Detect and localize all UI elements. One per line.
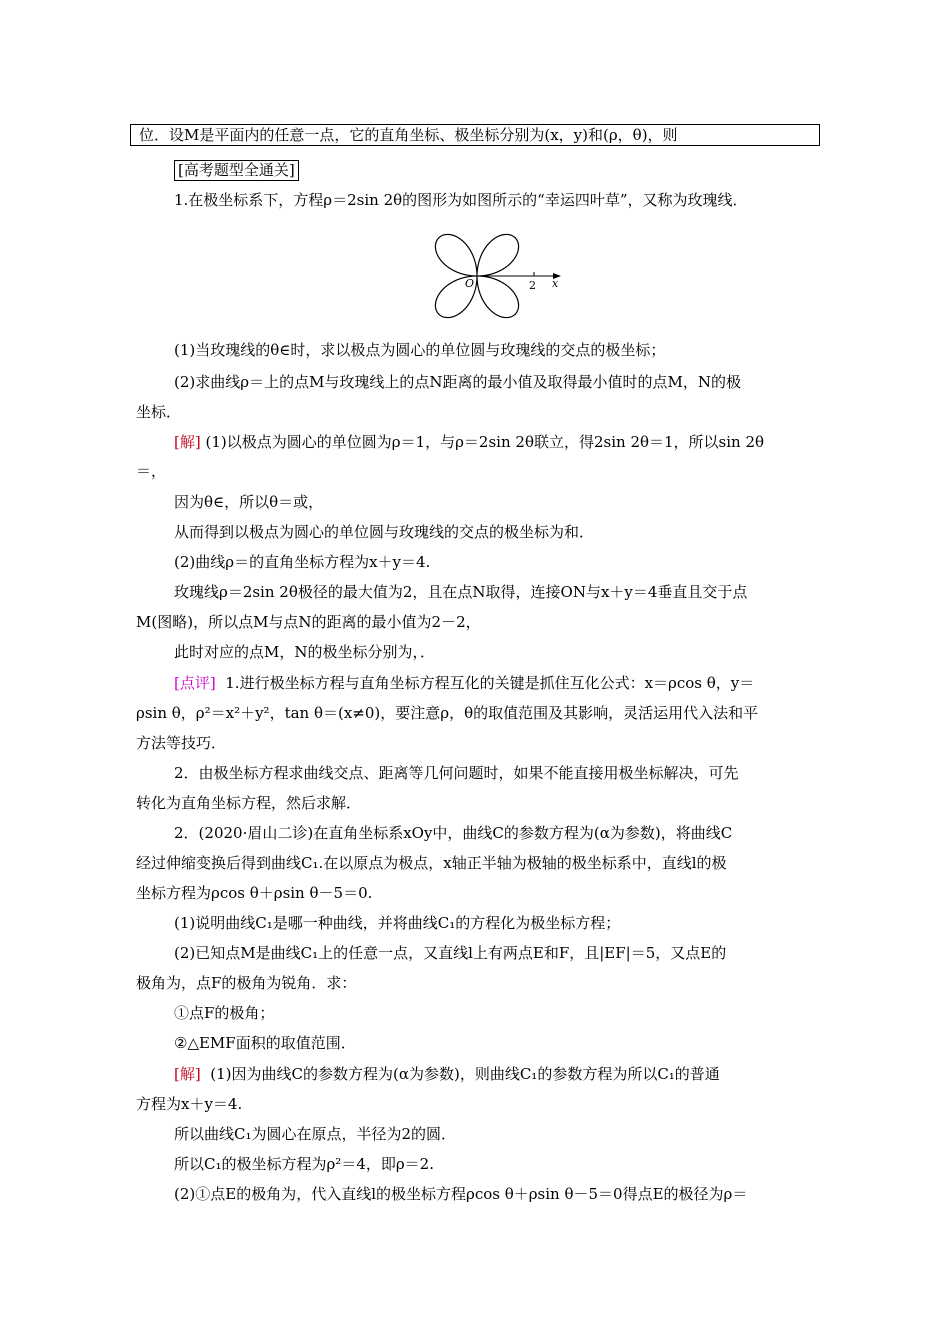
- rose-curve-figure: [425, 225, 570, 350]
- tick-label: 2: [529, 279, 536, 292]
- q2-line8: ②△EMF面积的取值范围．: [174, 1034, 356, 1052]
- solution1-text1: (1)以极点为圆心的单位圆为ρ＝1，与ρ＝2sin 2θ联立，得2sin 2θ＝1，所以sin 2θ: [205, 433, 765, 451]
- comment-line5: 转化为直角坐标方程，然后求解．: [136, 794, 362, 812]
- comment-line2: ρsin θ，ρ²＝x²＋y²，tan θ＝(x≠0)，要注意ρ，θ的取值范围及其影响，灵活运用代入法和平: [136, 704, 759, 722]
- solution1-line4: 从而得到以极点为圆心的单位圆与玫瑰线的交点的极坐标为和．: [174, 523, 595, 541]
- origin-label: O: [465, 277, 475, 290]
- continued-text-box: [130, 124, 820, 146]
- solution1-line8: 此时对应的点M，N的极坐标分别为，．: [174, 643, 435, 661]
- q2-line1: 2．(2020·眉山二诊)在直角坐标系xOy中，曲线C的参数方程为(α为参数)，将曲线C: [174, 824, 733, 842]
- q2-line6: 极角为，点F的极角为锐角．求：: [136, 974, 357, 992]
- continued-text: 位．设M是平面内的任意一点，它的直角坐标、极坐标分别为(x，y)和(ρ，θ)，则: [139, 126, 678, 144]
- q2-line5: (2)已知点M是曲线C₁上的任意一点，又直线l上有两点E和F，且|EF|＝5，又点E的: [174, 944, 727, 962]
- solution2-line5: (2)①点E的极角为，代入直线l的极坐标方程ρcos θ＋ρsin θ－5＝0得点E的极径为ρ＝: [174, 1185, 748, 1203]
- q2-line3: 坐标方程为ρcos θ＋ρsin θ－5＝0.: [136, 884, 373, 902]
- q1-part1: (1)当玫瑰线的θ∈时，求以极点为圆心的单位圆与玫瑰线的交点的极坐标；: [174, 341, 666, 359]
- q1-part2-line2: 坐标．: [136, 403, 182, 421]
- solution2-line1: [174, 1064, 720, 1084]
- comment-line3: 方法等技巧．: [136, 734, 227, 752]
- solution2-line2: 方程为x＋y＝4.: [136, 1095, 243, 1113]
- solution-tag: [解]: [174, 433, 201, 451]
- solution1-line1: [174, 432, 764, 452]
- solution1-line5: (2)曲线ρ＝的直角坐标方程为x＋y＝4.: [174, 553, 431, 571]
- solution1-line7: M(图略)，所以点M与点N的距离的最小值为2－2，: [136, 613, 481, 631]
- solution2-text1: (1)因为曲线C的参数方程为(α为参数)，则曲线C₁的参数方程为所以C₁的普通: [210, 1065, 720, 1083]
- solution2-tag: [解]: [174, 1065, 201, 1083]
- q2-line7: ①点F的极角；: [174, 1004, 275, 1022]
- q2-line2: 经过伸缩变换后得到曲线C₁.在以原点为极点，x轴正半轴为极轴的极坐标系中，直线l的极: [136, 854, 727, 872]
- comment-tag: [点评]: [174, 674, 216, 692]
- comment-line1: [174, 673, 754, 693]
- comment-text1: 1.进行极坐标方程与直角坐标方程互化的关键是抓住互化公式：x＝ρcos θ，y＝: [225, 674, 755, 692]
- section-tag: [高考题型全通关]: [174, 160, 299, 181]
- q1-part2-line1: (2)求曲线ρ＝上的点M与玫瑰线上的点N距离的最小值及取得最小值时的点M，N的极: [174, 373, 742, 391]
- solution1-line2: ＝，: [136, 462, 167, 480]
- q2-line4: (1)说明曲线C₁是哪一种曲线，并将曲线C₁的方程化为极坐标方程；: [174, 914, 621, 932]
- axis-label: x: [552, 277, 559, 290]
- solution1-line3: 因为θ∈，所以θ＝或，: [174, 493, 324, 511]
- solution2-line4: 所以C₁的极坐标方程为ρ²＝4，即ρ＝2.: [174, 1155, 434, 1173]
- solution2-line3: 所以曲线C₁为圆心在原点，半径为2的圆．: [174, 1125, 457, 1143]
- q1-intro: 1.在极坐标系下，方程ρ＝2sin 2θ的图形为如图所示的“幸运四叶草”，又称为玫瑰线．: [174, 191, 748, 209]
- comment-line4: 2．由极坐标方程求曲线交点、距离等几何问题时，如果不能直接用极坐标解决，可先: [174, 764, 739, 782]
- solution1-line6: 玫瑰线ρ＝2sin 2θ极径的最大值为2，且在点N取得，连接ON与x＋y＝4垂直且交于点: [174, 583, 748, 601]
